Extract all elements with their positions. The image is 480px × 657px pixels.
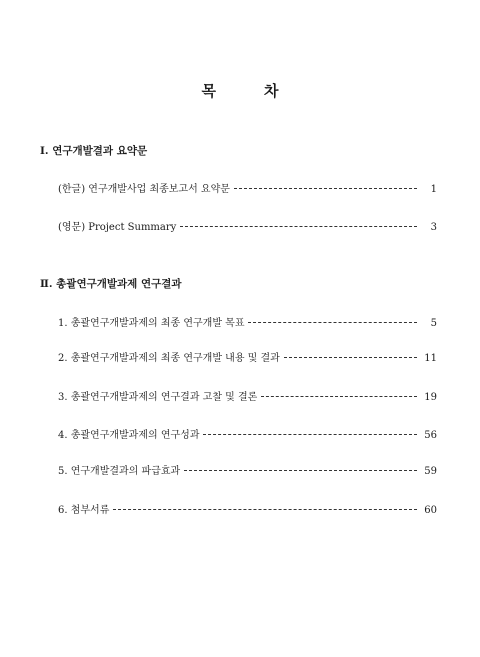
page-title-left: 목 (201, 82, 216, 100)
toc-entry-label: 4. 총괄연구개발과제의 연구성과 (58, 430, 200, 441)
toc-page-number: 11 (424, 353, 437, 364)
toc-page-number: 60 (424, 505, 437, 516)
toc-entry-label: 2. 총괄연구개발과제의 최종 연구개발 내용 및 결과 (58, 353, 280, 364)
page-title (0, 80, 480, 101)
toc-entry-5[interactable] (58, 462, 437, 477)
section-heading-2: Ⅱ. 총괄연구개발과제 연구결과 (40, 278, 182, 290)
toc-page-number: 19 (424, 392, 437, 403)
toc-entry-label: (영문) Project Summary (58, 222, 177, 233)
toc-page-number: 1 (430, 184, 437, 195)
toc-entry-3[interactable] (58, 388, 437, 403)
toc-leader-dots (180, 226, 417, 227)
toc-leader-dots (261, 396, 417, 397)
toc-entry-6[interactable] (58, 501, 437, 516)
toc-leader-dots (184, 470, 417, 471)
toc-entry-1[interactable] (58, 314, 437, 329)
toc-entry-korean-summary[interactable] (58, 180, 437, 195)
toc-page-number: 56 (424, 430, 437, 441)
toc-leader-dots (203, 434, 417, 435)
toc-entry-label: 3. 총괄연구개발과제의 연구결과 고찰 및 결론 (58, 392, 258, 403)
toc-entry-label: 5. 연구개발결과의 파급효과 (58, 466, 181, 477)
toc-entry-4[interactable] (58, 426, 437, 441)
toc-entry-english-summary[interactable] (58, 218, 437, 233)
toc-leader-dots (248, 322, 417, 323)
toc-entry-2[interactable] (58, 349, 437, 364)
section-heading-1: Ⅰ. 연구개발결과 요약문 (40, 145, 148, 157)
toc-page-number: 59 (424, 466, 437, 477)
toc-leader-dots (113, 509, 417, 510)
toc-entry-label: (한글) 연구개발사업 최종보고서 요약문 (58, 184, 230, 195)
toc-entry-label: 6. 첨부서류 (58, 505, 110, 516)
toc-leader-dots (284, 357, 417, 358)
page-title-right: 차 (264, 82, 279, 100)
toc-page-number: 3 (430, 222, 437, 233)
toc-entry-label: 1. 총괄연구개발과제의 최종 연구개발 목표 (58, 318, 245, 329)
toc-page-number: 5 (430, 318, 437, 329)
toc-leader-dots (234, 188, 417, 189)
